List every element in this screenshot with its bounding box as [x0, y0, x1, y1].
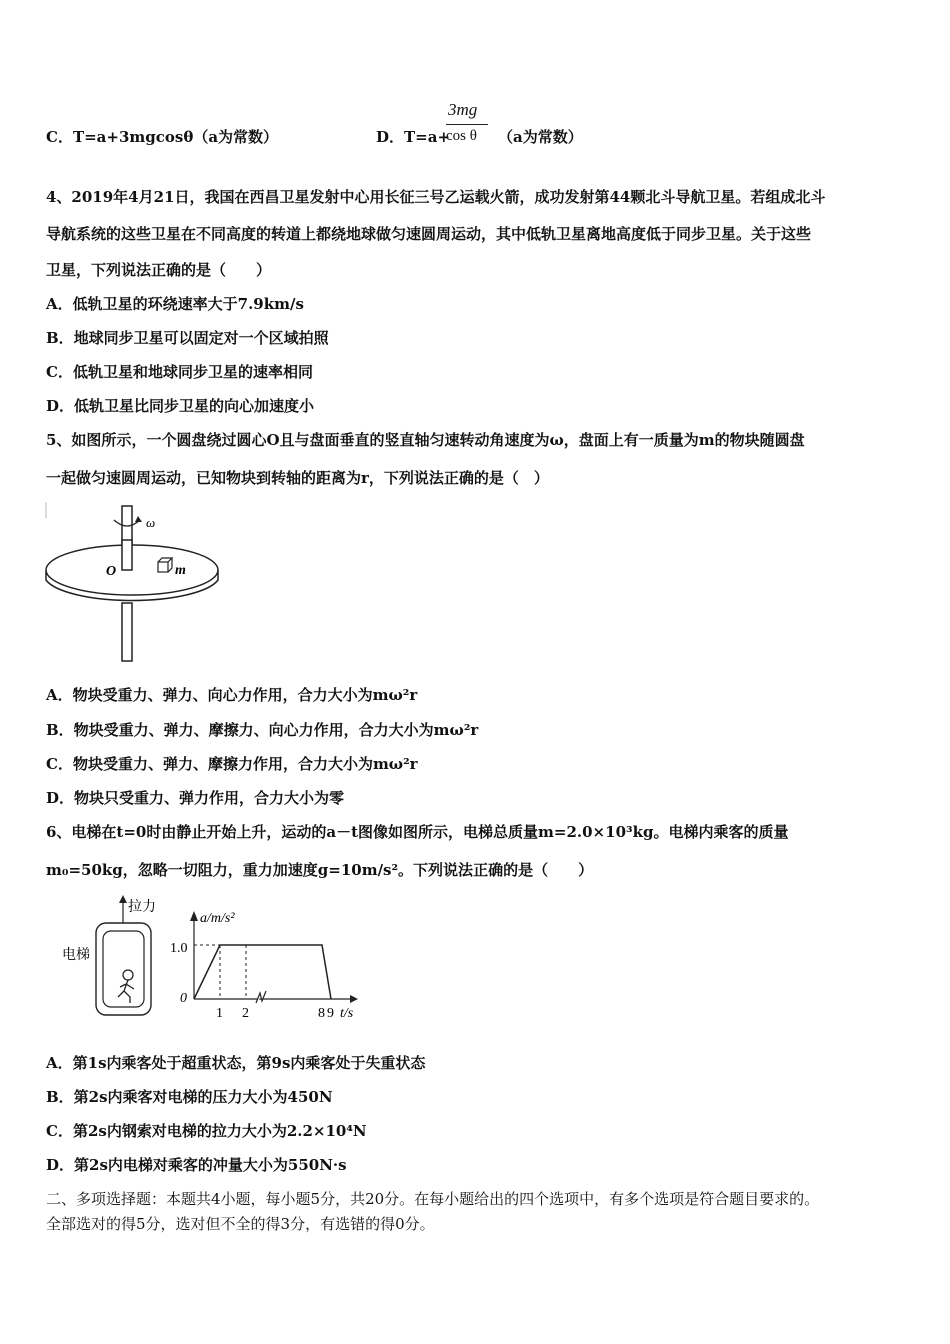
q3-option-d-prefix: D．T=a+: [376, 128, 451, 146]
section2-heading-line-1: 二、多项选择题：本题共4小题，每小题5分，共20分。在每小题给出的四个选项中，有多个选项是符合题目要求的。: [46, 1190, 820, 1208]
q6-option-a: A．第1s内乘客处于超重状态，第9s内乘客处于失重状态: [46, 1054, 426, 1072]
q4-option-d: D．低轨卫星比同步卫星的向心加速度小: [46, 397, 315, 415]
elevator-label: 电梯: [62, 948, 90, 963]
x-tick-1: 1: [216, 1006, 223, 1021]
a-t-series-line: [194, 945, 331, 999]
mass-label: m: [175, 563, 186, 578]
q5-option-c: C．物块受重力、弹力、摩擦力作用，合力大小为mω²r: [46, 755, 418, 773]
q6-option-c: C．第2s内钢索对电梯的拉力大小为2.2×10⁴N: [46, 1122, 367, 1140]
q5-option-b: B．物块受重力、弹力、摩擦力、向心力作用，合力大小为mω²r: [46, 721, 479, 739]
q6-option-b: B．第2s内乘客对电梯的压力大小为450N: [46, 1088, 333, 1106]
q4-stem-line-2: 导航系统的这些卫星在不同高度的转道上都绕地球做匀速圆周运动，其中低轨卫星离地高度低于同步卫星。关于这些: [46, 225, 812, 243]
origin-label: 0: [180, 991, 187, 1006]
x-tick-8: 8: [318, 1006, 325, 1021]
elevator-figure: [58, 893, 168, 1023]
omega-label: ω: [146, 515, 156, 530]
pull-arrow-icon: [119, 895, 127, 903]
x-unit-label: t/s: [340, 1006, 354, 1021]
q3-option-d-numerator: 3mg: [448, 100, 478, 119]
pull-label: 拉力: [128, 900, 156, 915]
x-axis-arrow-icon: [350, 995, 358, 1003]
q5-stem-line-1: 5、如图所示，一个圆盘绕过圆心O且与盘面垂直的竖直轴匀速转动角速度为ω，盘面上有一质量为m的物块随圆盘: [46, 431, 805, 449]
q5-option-d: D．物块只受重力、弹力作用，合力大小为零: [46, 789, 345, 807]
x-tick-9: 9: [327, 1006, 334, 1021]
q6-stem-line-2: m₀=50kg，忽略一切阻力，重力加速度g=10m/s²。下列说法正确的是（ ）: [46, 861, 594, 879]
q3-option-d-suffix: （a为常数）: [498, 128, 583, 146]
axis-break-icon: [256, 991, 266, 1003]
q4-stem-line-1: 4、2019年4月21日，我国在西昌卫星发射中心用长征三号乙运载火箭，成功发射第44颗北斗导航卫星。若组成北斗: [46, 188, 826, 206]
x-tick-2: 2: [242, 1006, 249, 1021]
y-axis-arrow-icon: [190, 911, 198, 921]
q5-option-a: A．物块受重力、弹力、向心力作用，合力大小为mω²r: [46, 686, 418, 704]
q6-stem-line-1: 6、电梯在t=0时由静止开始上升，运动的a－t图像如图所示，电梯总质量m=2.0×10³kg。电梯内乘客的质量: [46, 823, 789, 841]
q6-option-d: D．第2s内电梯对乘客的冲量大小为550N·s: [46, 1156, 347, 1174]
q4-option-b: B．地球同步卫星可以固定对一个区域拍照: [46, 329, 329, 347]
center-label: O: [106, 564, 117, 579]
q3-option-c: C．T=a+3mgcosθ（a为常数）: [46, 128, 279, 146]
q4-stem-line-3: 卫星，下列说法正确的是（ ）: [46, 261, 272, 279]
q4-option-c: C．低轨卫星和地球同步卫星的速率相同: [46, 363, 313, 381]
y-tick-label: 1.0: [170, 941, 188, 956]
q5-stem-line-2: 一起做匀速圆周运动，已知物块到转轴的距离为r，下列说法正确的是（ ）: [46, 469, 549, 487]
y-unit-label: a/m/s²: [200, 911, 235, 926]
a-t-chart: [170, 905, 366, 1021]
fraction-bar: [446, 124, 488, 125]
section2-heading-line-2: 全部选对的得5分，选对但不全的得3分，有选错的得0分。: [46, 1215, 435, 1233]
q3-option-d-denominator: cos θ: [446, 128, 477, 144]
rotating-disk-figure: [44, 500, 224, 670]
q4-option-a: A．低轨卫星的环绕速率大于7.9km/s: [46, 295, 304, 313]
